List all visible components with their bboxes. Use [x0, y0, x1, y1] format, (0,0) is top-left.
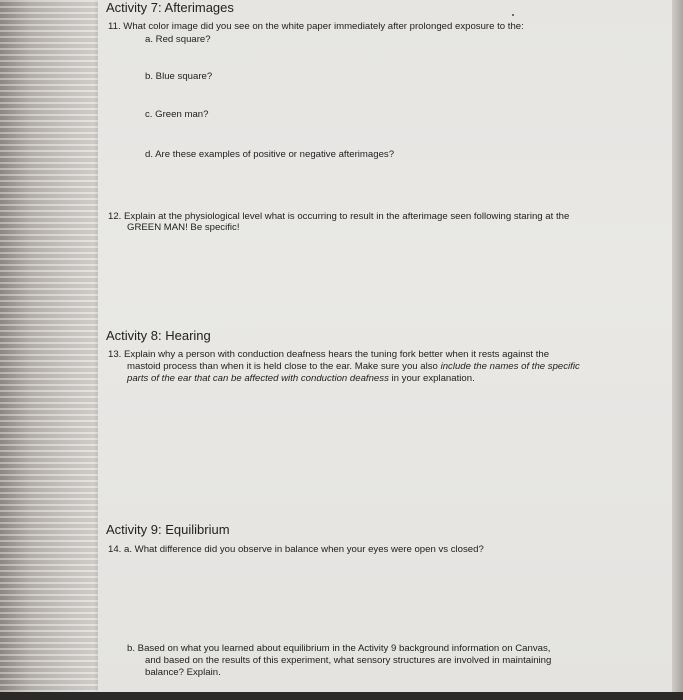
question-14b-line-2: and based on the results of this experiment, what sensory structures are involved in maintaining — [145, 655, 552, 666]
question-14b-line-3: balance? Explain. — [145, 667, 221, 678]
question-12-line-1: 12. Explain at the physiological level what is occurring to result in the afterimage seen following staring at the — [108, 211, 570, 222]
ink-dot — [512, 14, 514, 16]
question-13-line-2-normal: mastoid process than when it is held close to the ear. Make sure you also — [127, 361, 441, 372]
question-11c: c. Green man? — [145, 109, 209, 120]
question-12-line-2: GREEN MAN! Be specific! — [127, 222, 240, 233]
question-13-line-3 — [127, 373, 475, 386]
question-11: 11. What color image did you see on the white paper immediately after prolonged exposure to the: — [108, 21, 524, 32]
question-13-line-3-italic: parts of the ear that can be affected with conduction deafness — [127, 373, 389, 384]
question-13-line-2-italic: include the names of the specific — [440, 361, 580, 372]
question-13-line-3-normal: in your explanation. — [388, 373, 475, 384]
page-edge-bottom — [0, 692, 683, 700]
question-11d: d. Are these examples of positive or negative afterimages? — [145, 149, 395, 160]
question-11a: a. Red square? — [145, 34, 211, 45]
activity-8-title: Activity 8: Hearing — [106, 328, 211, 343]
activity-7-title: Activity 7: Afterimages — [106, 0, 234, 15]
question-13-line-1: 13. Explain why a person with conduction deafness hears the tuning fork better when it rests against the — [108, 349, 550, 360]
worksheet-page — [98, 0, 672, 692]
activity-9-title: Activity 9: Equilibrium — [106, 522, 230, 537]
question-14a: 14. a. What difference did you observe in balance when your eyes were open vs closed? — [108, 544, 484, 555]
page-edge-left — [0, 0, 104, 700]
question-14b-line-1: b. Based on what you learned about equilibrium in the Activity 9 background information on Canvas, — [127, 643, 551, 654]
question-13-line-2 — [127, 361, 580, 374]
question-11b: b. Blue square? — [145, 71, 213, 82]
